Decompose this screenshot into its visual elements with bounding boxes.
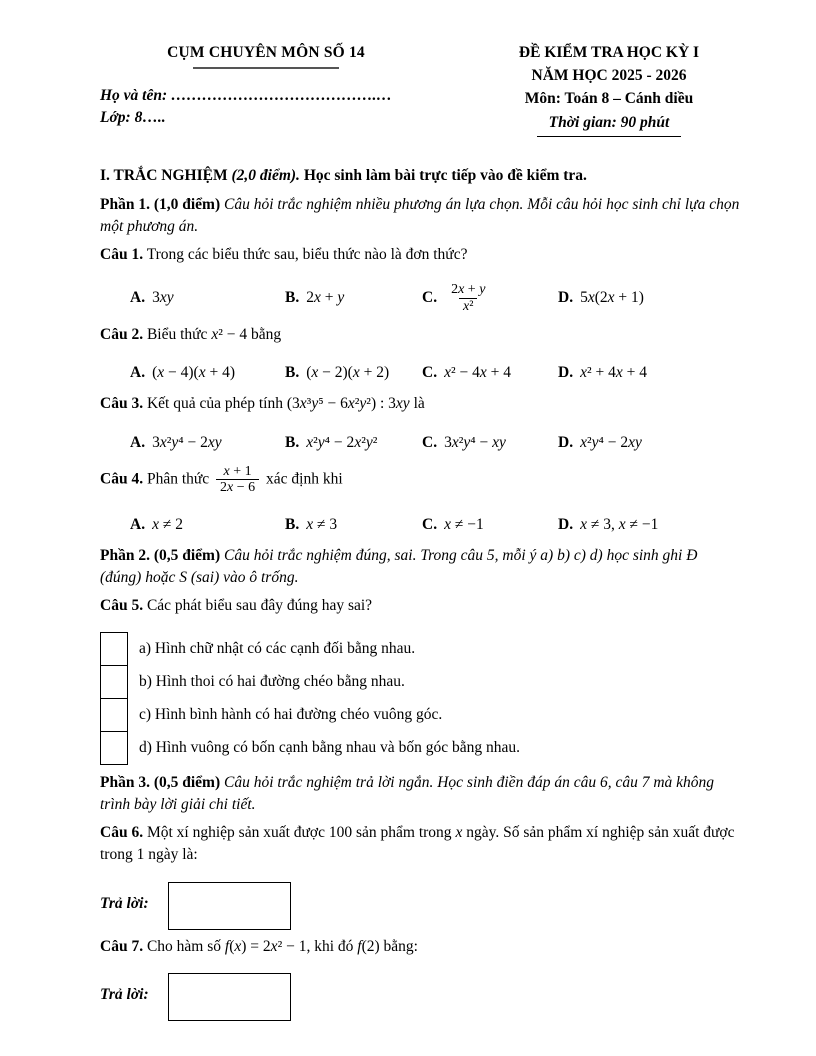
question-6-answer-row xyxy=(100,882,740,930)
statement-row-a xyxy=(100,632,740,666)
option-2a[interactable]: A. (x − 4)(x + 4) xyxy=(130,364,236,382)
question-5-text: Câu 5. Các phát biểu sau đây đúng hay sai? xyxy=(100,596,373,614)
fraction: $\frac{x + 1}{2x - 6}$ xyxy=(216,464,259,496)
question-6-label: Câu 6. xyxy=(100,824,144,841)
option-4a[interactable]: A. x ≠ 2 xyxy=(130,515,183,533)
question-2-label: Câu 2. xyxy=(100,325,144,343)
option-1d[interactable]: D. 5x(2x + 1) xyxy=(558,289,644,307)
question-3-text: Câu 3. Kết quả của phép tính (3x³y⁵ − 6x²y²) : 3xy là xyxy=(100,395,425,413)
option-2b[interactable]: B. (x − 2)(x + 2) xyxy=(285,364,390,382)
option-1c[interactable]: C. $\frac{2x + y}{\text{x²}}$ xyxy=(422,281,558,315)
option-2d[interactable]: D. x² + 4x + 4 xyxy=(558,364,647,382)
part-2-label: Phần 2. (0,5 điểm) xyxy=(100,546,221,564)
statement-d-text: d) Hình vuông có bốn cạnh bằng nhau và bốn góc bằng nhau. xyxy=(139,739,520,756)
exam-title: ĐỀ KIỂM TRA HỌC KỲ I xyxy=(518,44,700,61)
question-2-options xyxy=(100,361,740,385)
part-1-label: Phần 1. (1,0 điểm) xyxy=(100,195,221,213)
question-5 xyxy=(100,595,740,766)
section-1-points: (2,0 điểm). xyxy=(231,166,300,184)
part-3-label: Phần 3. (0,5 điểm) xyxy=(100,774,221,791)
statement-row-b xyxy=(100,665,740,699)
option-1a[interactable]: A. 3xy xyxy=(130,289,174,307)
fraction: $\frac{2x + y}{\text{x²}}$ xyxy=(451,282,486,314)
header-right-block xyxy=(478,42,740,137)
question-7-label: Câu 7. xyxy=(100,937,144,955)
time-limit: Thời gian: 90 phút xyxy=(537,112,682,137)
question-4-options xyxy=(100,513,740,537)
answer-box-5c[interactable] xyxy=(100,698,128,732)
answer-box-q6[interactable] xyxy=(168,882,291,930)
question-3 xyxy=(100,393,740,455)
part-2-description: Câu hỏi trắc nghiệm đúng, sai. Trong câu 5, mỗi ý a) b) c) d) học sinh ghi Đ (đúng) hoặc S (sai) vào ô trống. xyxy=(100,546,698,586)
org-title-rule xyxy=(193,67,339,69)
question-4-label: Câu 4. xyxy=(100,470,144,488)
student-name-line: Họ và tên: ………………………………….… xyxy=(100,87,392,104)
question-7-text: Câu 7. Cho hàm số f(x) = 2x² − 1, khi đó f(2) bằng: xyxy=(100,937,418,955)
option-4b[interactable]: B. x ≠ 3 xyxy=(285,515,338,533)
section-1-title: I. TRẮC NGHIỆM xyxy=(100,166,228,184)
question-2-text: Câu 2. Biểu thức x² − 4 bằng xyxy=(100,325,282,343)
header-left-block xyxy=(100,42,432,130)
school-year: NĂM HỌC 2025 - 2026 xyxy=(531,66,687,84)
question-3-label: Câu 3. xyxy=(100,395,144,413)
question-3-options xyxy=(100,431,740,455)
question-5-statements xyxy=(100,632,740,765)
answer-box-5b[interactable] xyxy=(100,665,128,699)
question-1-label: Câu 1. xyxy=(100,245,144,263)
organization-title: CỤM CHUYÊN MÔN SỐ 14 xyxy=(167,44,365,61)
option-1b[interactable]: B. 2x + y xyxy=(285,289,345,307)
answer-box-q7[interactable] xyxy=(168,973,291,1021)
option-2c[interactable]: C. x² − 4x + 4 xyxy=(422,364,511,382)
question-2 xyxy=(100,324,740,386)
statement-c-text: c) Hình bình hành có hai đường chéo vuông góc. xyxy=(139,706,443,723)
answer-box-5a[interactable] xyxy=(100,632,128,666)
answer-box-5d[interactable] xyxy=(100,731,128,765)
statement-row-d xyxy=(100,731,740,765)
part-1-description: Câu hỏi trắc nghiệm nhiều phương án lựa chọn. Mỗi câu hỏi học sinh chỉ lựa chọn một phương án. xyxy=(100,195,740,235)
option-3d[interactable]: D. x²y⁴ − 2xy xyxy=(558,433,642,451)
part-2-intro xyxy=(100,545,740,589)
statement-b-text: b) Hình thoi có hai đường chéo bằng nhau. xyxy=(139,673,405,690)
option-4d[interactable]: D. x ≠ 3, x ≠ −1 xyxy=(558,515,659,533)
question-7-answer-row xyxy=(100,973,740,1021)
answer-label-q6: Trả lời: xyxy=(100,894,149,912)
question-7 xyxy=(100,936,740,1022)
question-1-text: Câu 1. Trong các biểu thức sau, biểu thức nào là đơn thức? xyxy=(100,245,468,263)
section-1-heading xyxy=(100,165,740,187)
exam-header xyxy=(100,42,740,137)
section-1-instruction: Học sinh làm bài trực tiếp vào đề kiểm tra. xyxy=(303,166,587,184)
part-1-intro xyxy=(100,194,740,238)
part-3-intro xyxy=(100,772,740,816)
part-3-description: Câu hỏi trắc nghiệm trả lời ngắn. Học sinh điền đáp án câu 6, câu 7 mà không trình bày lời giải chi tiết. xyxy=(100,774,715,813)
question-5-label: Câu 5. xyxy=(100,596,144,614)
question-1 xyxy=(100,244,740,316)
option-3c[interactable]: C. 3x²y⁴ − xy xyxy=(422,433,506,451)
statement-row-c xyxy=(100,698,740,732)
option-3b[interactable]: B. x²y⁴ − 2x²y² xyxy=(285,433,378,451)
question-4 xyxy=(100,463,740,537)
question-6 xyxy=(100,822,740,930)
option-3a[interactable]: A. 3x²y⁴ − 2xy xyxy=(130,433,222,451)
option-4c[interactable]: C. x ≠ −1 xyxy=(422,515,484,533)
subject-line: Môn: Toán 8 – Cánh diều xyxy=(524,89,694,107)
question-1-options xyxy=(100,281,740,315)
question-6-text: Câu 6. Một xí nghiệp sản xuất được 100 sản phẩm trong x ngày. Số sản phẩm xí nghiệp sản xuất được trong 1 ngày là: xyxy=(100,824,735,863)
statement-a-text: a) Hình chữ nhật có các cạnh đối bằng nhau. xyxy=(139,640,416,657)
question-4-text: Câu 4. Phân thức $\frac{x + 1}{2x - 6}$ xác định khi xyxy=(100,463,343,496)
answer-label-q7: Trả lời: xyxy=(100,986,149,1003)
student-class-line: Lớp: 8….. xyxy=(100,109,166,127)
